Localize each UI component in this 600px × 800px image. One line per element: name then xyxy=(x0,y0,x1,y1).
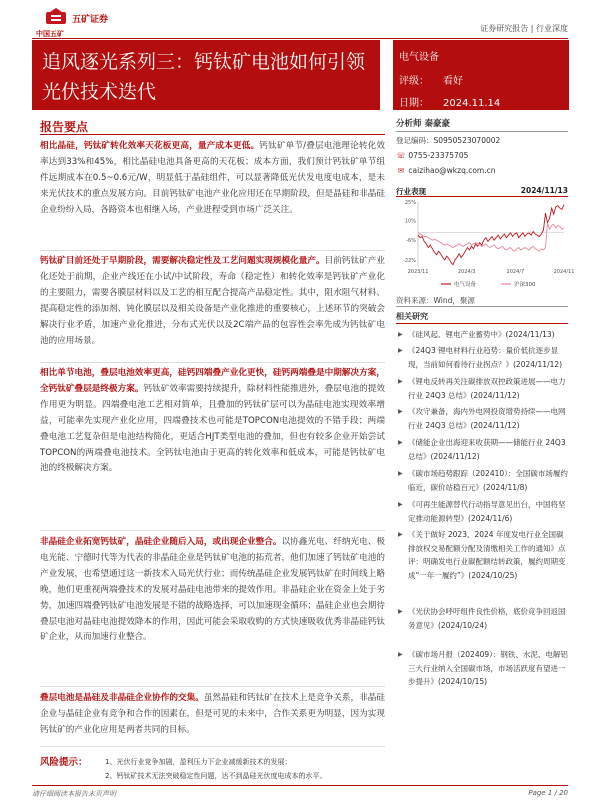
legend-label: 电气设备 xyxy=(454,282,477,288)
email-value[interactable]: caizihao@wkzq.com.cn xyxy=(408,166,496,175)
x-tick-label: 2024/11 xyxy=(553,269,575,275)
x-tick-label: 2023/11 xyxy=(407,269,429,275)
research-item[interactable] xyxy=(398,528,570,582)
y-tick-label: -6% xyxy=(406,238,416,245)
brand-name: 五矿证券 xyxy=(72,15,109,25)
bullet-icon: ▶ xyxy=(398,331,403,338)
date-row xyxy=(399,94,500,109)
y-tick-label: -22% xyxy=(403,257,416,264)
research-item-title[interactable]: 《可再生能源替代行动指导意见出台，中国将坚定推动能源转型》(2024/11/6) xyxy=(408,500,566,523)
research-title: 相关研究 xyxy=(396,312,428,321)
bullet-icon: ▶ xyxy=(398,651,403,658)
y-tick-label: 10% xyxy=(404,218,416,225)
analyst-divider xyxy=(396,131,568,132)
summary-divider xyxy=(40,134,385,135)
paragraph-text: 目前钙钛矿产业化还处于前期，企业产线还在小试/中试阶段，寿命（稳定性）和转化效率是钙钛矿产业化的主要阻力，需要各膜层材料以及工艺的相互配合提高产品稳定性。其中，阻水阻气材料、提高稳定性的添加剂、钝化膜层以及相关设备是产业化推进的重要核心，上述环节的突破会解决行业矛盾，加速产业化推进，分布式光伏以及2C端产品的包容性会率先成为钙钛矿电池的应用场景。 xyxy=(40,256,385,346)
date-value: 2024.11.14 xyxy=(443,98,501,109)
research-item[interactable] xyxy=(398,375,570,402)
header-divider xyxy=(32,38,568,39)
paragraph-highlight: 相比单节电池，叠层电池效率更高，硅钙四端叠产业化更快，硅钙两端叠是中期解决方案，全钙钛矿叠层是终极方案。 xyxy=(40,368,385,394)
divider xyxy=(40,746,385,747)
paragraph-text: 钙钛矿效率需要持续提升，除材料性能推进外，叠层电池的提效作用更为明显。四端叠电池工艺相对简单，且叠加的钙钛矿层可以为晶硅电池实现效率增益，可能率先实现产业化应用，四端叠技术也可能是TOPCON电池提效的不错手段；两端叠电池工艺复杂但是电池结构简化，更适合HJT类型电池的叠加，但也有较多企业开始尝试TOPCON的两端叠电池技术。全钙钛电池由于更高的转化效率和低成本，可能是钙钛矿电池的终极解决方案。 xyxy=(40,383,385,474)
logo-mark-icon xyxy=(46,8,66,26)
divider xyxy=(40,686,385,687)
title-banner xyxy=(32,40,380,110)
analyst-cert: 登记编码：S0950523070002 xyxy=(396,136,501,145)
paragraph-3 xyxy=(40,366,385,477)
research-item[interactable] xyxy=(398,648,570,689)
logo-group-name: 中国五矿 xyxy=(36,30,64,38)
info-box xyxy=(393,40,569,110)
divider xyxy=(40,362,385,363)
risk-label: 风险提示： xyxy=(40,757,88,768)
series-line-industry xyxy=(418,205,564,265)
paragraph-text: 以协鑫光电、纤纳光电、极电光能、宁德时代等为代表的非晶硅企业是钙钛矿电池的拓荒者，他们加速了钙钛矿电池的产业发展，也希望通过这一新技术入局光伏行业；而传统晶硅企业发展钙钛矿在时间线上略晚，他们更重视两端叠技术的发展对晶硅电池带来的提效作用。非晶硅企业在资金上处于劣势，加速四端叠钙钛矿电池发展是不错的战略选择，可以加速现金循环；晶硅企业也会期待叠层电池对晶硅电池提效降本的作用，因此可能会采取收购的方式快速吸收优秀非晶硅钙钛矿企业，从而加速行业整合。 xyxy=(40,537,385,643)
research-item-title[interactable]: 《硅风起、锂电产业蓄势中》(2024/11/13) xyxy=(408,330,555,339)
research-item[interactable] xyxy=(398,405,570,432)
phone-value: 0755-23375705 xyxy=(408,151,469,160)
paragraph-text: 钙钛矿单节/叠层电池理论转化效率达到33%和45%，相比晶硅电池具备更高的天花板；成本方面，我们预计钙钛矿单节组件远期成本在0.5~0.6元/W，明显低于晶硅组件，可以显著降低光伏发电度电成本，是未来光伏技术的重点发展方向。目前钙钛矿电池产业化应用还在早期阶段，但是晶硅和非晶硅企业纷纷入局，各路资本也相继入场，产业进程受到市场广泛关注。 xyxy=(40,141,385,215)
risk-item: 2、钙钛矿技术无法突破稳定性问题，达不到晶硅光伏度电成本的水平。 xyxy=(105,772,327,780)
rating-row xyxy=(399,72,463,87)
bullet-icon: ▶ xyxy=(398,501,403,508)
performance-chart xyxy=(396,198,575,290)
paragraph-highlight: 叠层电池是晶硅及非晶硅企业协作的交集。 xyxy=(40,693,204,703)
paragraph-highlight: 相比晶硅，钙钛矿转化效率天花板更高，量产成本更低。 xyxy=(40,141,260,151)
bullet-icon: ▶ xyxy=(398,531,403,538)
footer-disclaimer: 请仔细阅读本报告末页声明 xyxy=(32,790,116,798)
bullet-icon: ▶ xyxy=(398,439,403,446)
summary-title: 报告要点 xyxy=(40,120,89,134)
paragraph-2 xyxy=(40,254,385,349)
bullet-icon: ▶ xyxy=(398,470,403,477)
x-tick-label: 2024/7 xyxy=(506,269,525,275)
paragraph-text: 虽然晶硅和钙钛矿在技术上是竞争关系，非晶硅企业与晶硅企业有竞争和合作的因素在，但是可见的未来中，合作关系更为明显，因为实现钙钛矿的产业化应用是两者共同的目标。 xyxy=(40,693,385,735)
email-icon: ✉ xyxy=(397,166,405,175)
research-item[interactable] xyxy=(398,344,570,371)
research-item[interactable] xyxy=(398,436,570,463)
rating-label: 评级： xyxy=(399,76,429,87)
risk-item: 1、光伏行业竞争加剧，盈利压力下企业减缓新技术的发展； xyxy=(105,758,292,766)
bullet-icon: ▶ xyxy=(398,378,403,385)
company-logo xyxy=(32,8,152,38)
chart-source: 资料来源：Wind，聚源 xyxy=(396,296,475,305)
analyst-email[interactable] xyxy=(396,166,496,175)
divider xyxy=(40,530,385,531)
performance-date: 2024/11/13 xyxy=(520,186,568,195)
paragraph-1 xyxy=(40,139,385,219)
legend-label: 沪深300 xyxy=(514,282,536,288)
research-item-title[interactable]: 《碳市场月报（202409）：钢铁、水泥、电解铝三大行业纳入全国碳市场，市场活跃度有望进一步提升》(2024/10/15) xyxy=(408,650,568,686)
footer-divider xyxy=(32,785,568,786)
research-item-title[interactable]: 《关于做好 2023、2024 年度发电行业全国碳排放权交易配额分配及清缴相关工作的通知》点评：明确发电行业碳配额结转政策，履约周期变成“一年一履约”》(2024/10/25) xyxy=(408,530,566,580)
research-item-title[interactable]: 《碳市场趋势跟踪（202410）：全国碳市场履约临近，碳价站稳百元》(2024/11/8) xyxy=(408,469,568,492)
source-divider xyxy=(396,306,568,307)
performance-divider xyxy=(396,196,568,197)
doc-type: 证券研究报告 | 行业深度 xyxy=(480,24,568,33)
paragraph-4 xyxy=(40,535,385,646)
research-item-title[interactable]: 《24Q3 锂电材料行业趋势：量价低抗逐步显现，当前如何看待行业拐点？》(2024/11/12) xyxy=(408,346,563,369)
research-item[interactable] xyxy=(398,605,570,632)
page-number: Page 1 / 20 xyxy=(528,789,568,797)
x-tick-label: 2024/3 xyxy=(457,269,476,275)
page-title: 追风逐光系列三：钙钛矿电池如何引领光伏技术迭代 xyxy=(42,51,366,103)
performance-label: 行业表现 xyxy=(396,187,426,196)
research-item[interactable] xyxy=(398,467,570,494)
rating-value: 看好 xyxy=(443,76,463,87)
analyst-phone xyxy=(396,151,468,160)
phone-icon: ☏ xyxy=(396,151,406,160)
paragraph-5 xyxy=(40,691,385,739)
analyst-title: 分析师 秦豪豪 xyxy=(396,119,450,129)
research-item-title[interactable]: 《储能企业出海迎来收获期——储能行业 24Q3 总结》(2024/11/12) xyxy=(408,438,566,461)
paragraph-highlight: 非晶硅企业拓宽钙钛矿，晶硅企业随后入局，或出现企业整合。 xyxy=(40,537,282,547)
bullet-icon: ▶ xyxy=(398,408,403,415)
research-item-title[interactable]: 《锂电反转再关注碳排放双控政策进展——电力行业 24Q3 总结》(2024/11/12) xyxy=(408,377,566,400)
divider xyxy=(40,250,385,251)
research-item-title[interactable]: 《光伏协会呼吁组件良性价格，底价竞争回返国务意见》(2024/10/24) xyxy=(408,607,566,630)
bullet-icon: ▶ xyxy=(398,608,403,615)
paragraph-highlight: 钙钛矿目前还处于早期阶段，需要解决稳定性及工艺问题实现规模化量产。 xyxy=(40,256,325,266)
bullet-icon: ▶ xyxy=(398,347,403,354)
research-item-title[interactable]: 《攻守兼备，海内外电网投资增势持续——电网行业 24Q3 总结》(2024/11/12) xyxy=(408,407,566,430)
research-item[interactable] xyxy=(398,328,570,342)
industry: 电气设备 xyxy=(399,52,439,63)
y-tick-label: 25% xyxy=(404,200,416,206)
research-divider xyxy=(396,323,568,324)
research-item[interactable] xyxy=(398,498,570,525)
date-label: 日期： xyxy=(399,98,429,109)
